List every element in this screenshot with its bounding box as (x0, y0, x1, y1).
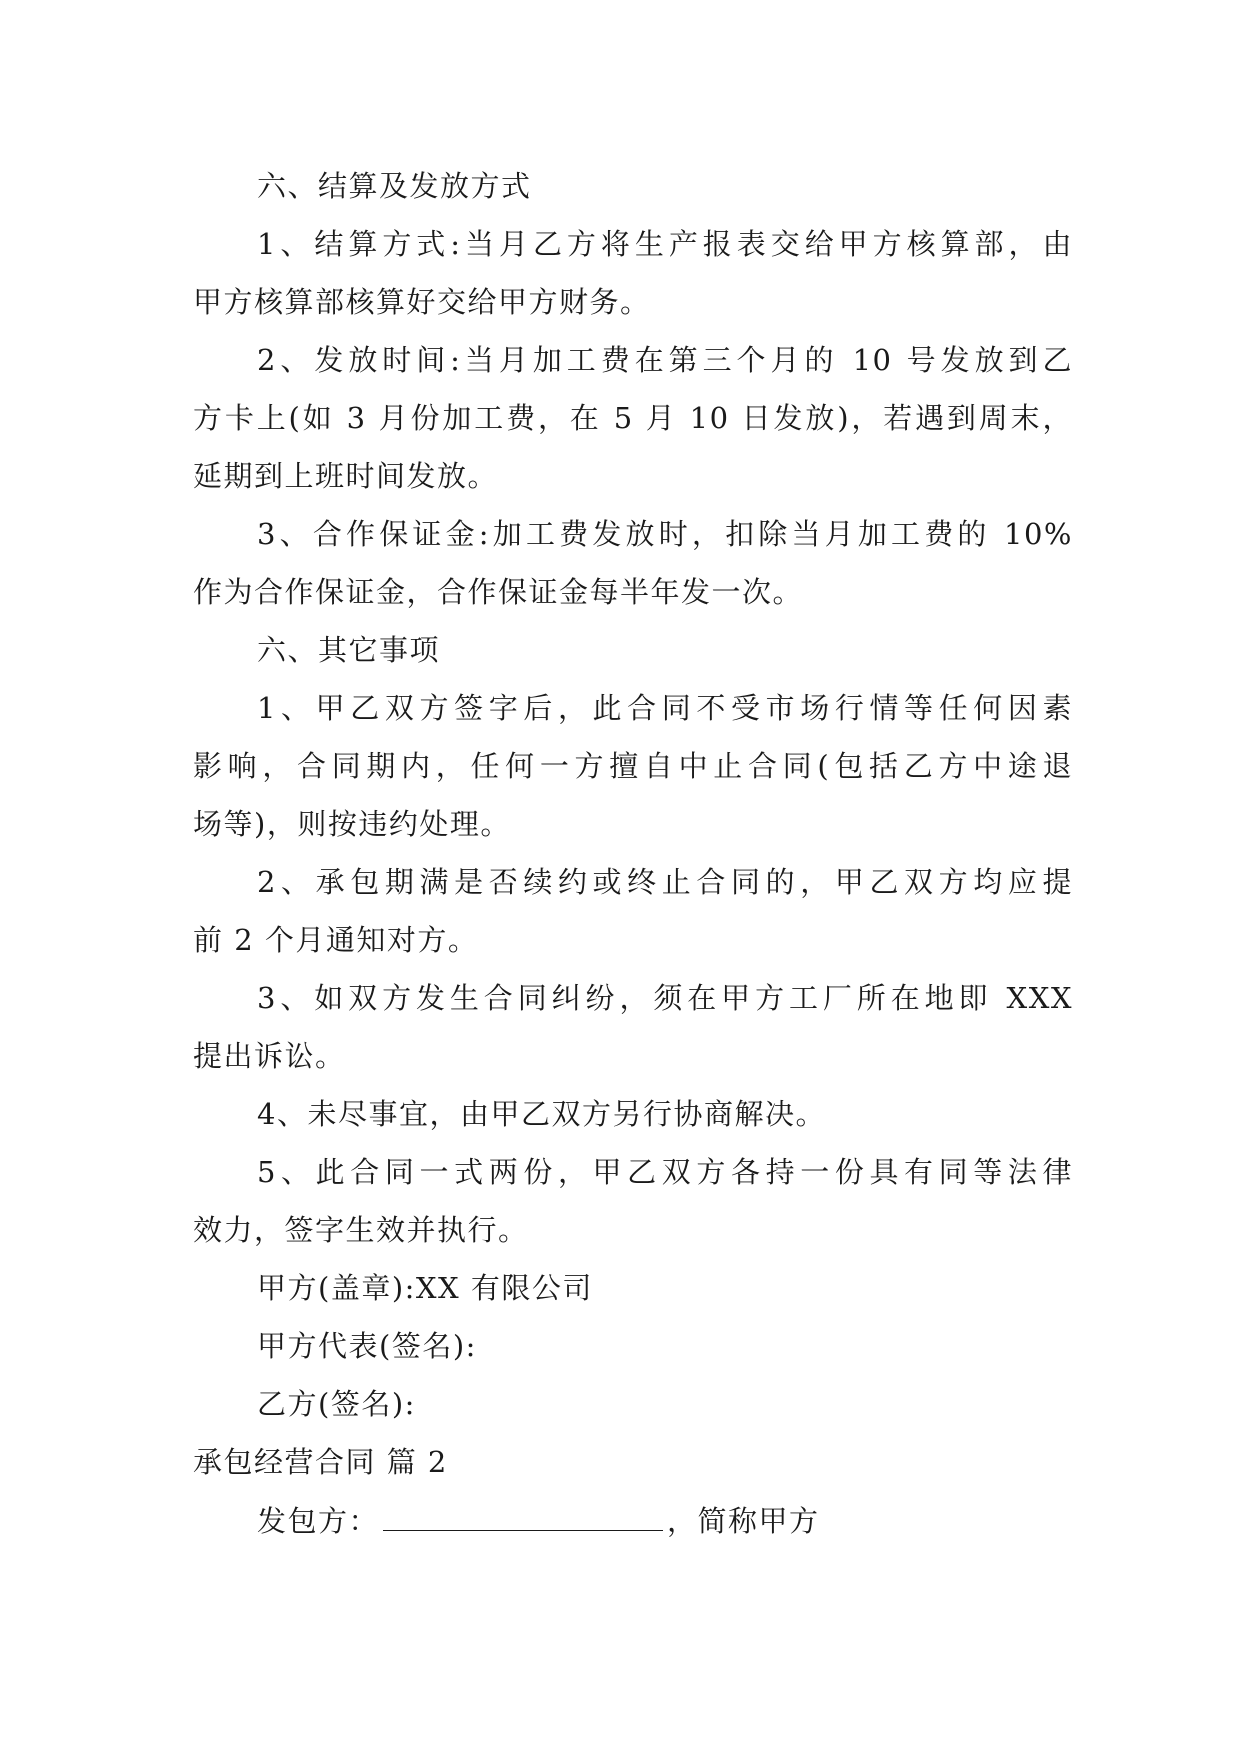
paragraph-line: 3、合作保证金:加工费发放时，扣除当月加工费的 10% (257, 517, 1073, 551)
paragraph-line: 2、发放时间:当月加工费在第三个月的 10 号发放到乙 (257, 343, 1073, 377)
party-b-signature-line: 乙方(签名): (257, 1387, 416, 1421)
paragraph-line: 作为合作保证金，合作保证金每半年发一次。 (193, 575, 804, 609)
paragraph-line: 1、结算方式:当月乙方将生产报表交给甲方核算部，由 (257, 227, 1073, 261)
paragraph-line: 前 2 个月通知对方。 (193, 923, 479, 957)
paragraph-line: 延期到上班时间发放。 (193, 459, 499, 493)
paragraph-line: 2、承包期满是否续约或终止合同的，甲乙双方均应提 (257, 865, 1073, 899)
paragraph-line: 场等)，则按违约处理。 (193, 807, 511, 841)
paragraph-line: 效力，签字生效并执行。 (193, 1213, 529, 1247)
paragraph-line: 4、未尽事宜，由甲乙双方另行协商解决。 (257, 1097, 826, 1131)
party-a-representative-line: 甲方代表(签名): (257, 1329, 477, 1363)
section-heading-settlement: 六、结算及发放方式 (257, 169, 532, 203)
paragraph-line: 提出诉讼。 (193, 1039, 346, 1073)
paragraph-line: 方卡上(如 3 月份加工费，在 5 月 10 日发放)，若遇到周末， (193, 401, 1073, 435)
contract-title: 承包经营合同 篇 2 (193, 1445, 448, 1479)
contractor-suffix: ，简称甲方 (667, 1504, 820, 1538)
contractor-label: 发包方： (257, 1504, 380, 1538)
paragraph-line: 甲方核算部核算好交给甲方财务。 (193, 285, 651, 319)
party-a-seal-line: 甲方(盖章):XX 有限公司 (257, 1271, 593, 1305)
paragraph-line: 影响，合同期内，任何一方擅自中止合同(包括乙方中途退 (193, 749, 1073, 783)
contractor-line (257, 1500, 1137, 1540)
section-heading-other-matters: 六、其它事项 (257, 633, 441, 667)
paragraph-line: 5、此合同一式两份，甲乙双方各持一份具有同等法律 (257, 1155, 1073, 1189)
paragraph-line: 1、甲乙双方签字后，此合同不受市场行情等任何因素 (257, 691, 1073, 725)
contractor-blank (383, 1500, 663, 1531)
paragraph-line: 3、如双方发生合同纠纷，须在甲方工厂所在地即 XXX (257, 981, 1073, 1015)
